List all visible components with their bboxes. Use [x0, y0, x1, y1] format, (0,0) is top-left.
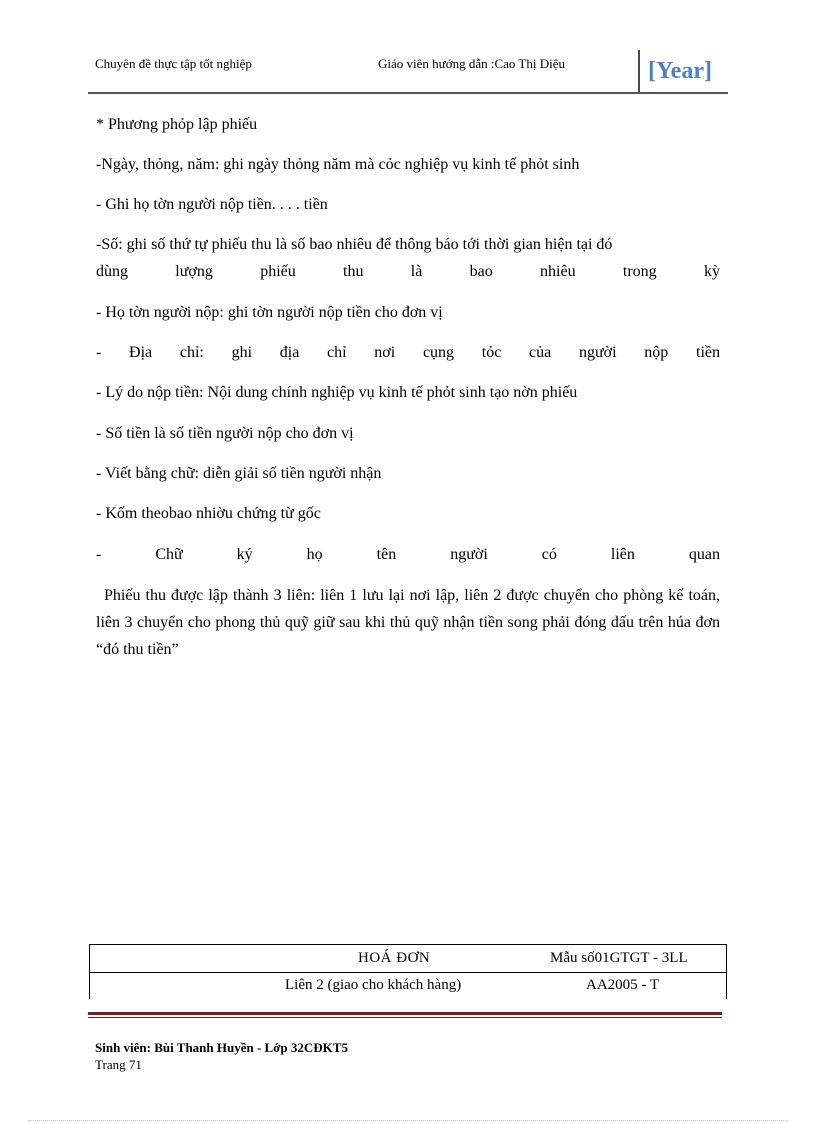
body-line-8: - Lý do nộp tiền: Nội dung chính nghiệp vụ kinh tế phỏt sinh tạo nờn phiếu [96, 384, 578, 401]
invoice-box [89, 944, 727, 999]
body-line-2: -Ngày, thỏng, năm: ghi ngày thỏng năm mà cỏc nghiệp vụ kinh tế phỏt sinh [96, 156, 580, 173]
body-paragraph: Phiếu thu được lập thành 3 liên: liên 1 lưu lại nơi lập, liên 2 được chuyển cho phòng kế toán, liên 3 chuyển cho phong thủ quỹ giữ sau khi thủ quỹ nhận tiền song phải đóng dấu trên húa đơn “đó thu tiền” [96, 587, 720, 658]
invoice-title: HOÁ ĐƠN [358, 950, 431, 966]
page-bottom-border [28, 1120, 788, 1121]
header-rule [88, 92, 728, 94]
footer-rule-thin [88, 1017, 722, 1018]
body-line-9: - Số tiền là số tiền người nộp cho đơn vị [96, 425, 354, 442]
invoice-serial: AA2005 - T [586, 977, 660, 993]
body-line-7: - Địa chỉ: ghi địa chỉ nơi cụng tỏc của người nộp tiền [96, 344, 720, 361]
body-line-4: -Số: ghi số thứ tự phiếu thu là số bao nhiêu để thông báo tới thời gian hiện tại đó [96, 236, 613, 253]
footer-page-number: Trang 71 [95, 1057, 142, 1072]
body-line-11: - Kốm theobao nhiờu chứng từ gốc [96, 505, 321, 522]
invoice-copy: Liên 2 (giao cho khách hàng) [285, 977, 462, 993]
footer-rule-thick [88, 1012, 722, 1015]
invoice-form-number: Mẫu số01GTGT - 3LL [550, 950, 688, 966]
header-year: [Year] [638, 50, 712, 92]
header-thesis-title: Chuyên đề thực tập tốt nghiệp [95, 56, 252, 71]
invoice-divider [90, 972, 726, 973]
body-line-12: - Chữ ký họ tên người có liên quan [96, 546, 720, 563]
body-line-10: - Viết bằng chữ: diễn giải số tiền người nhận [96, 465, 382, 482]
body-line-6: - Họ tờn người nộp: ghi tờn người nộp tiền cho đơn vị [96, 304, 443, 321]
header-supervisor: Giáo viên hướng dẫn :Cao Thị Diệu [378, 56, 565, 71]
footer-student: Sinh viên: Bùi Thanh Huyền - Lớp 32CĐKT5 [95, 1040, 348, 1055]
body-line-1: * Phương phỏp lập phiếu [96, 116, 258, 133]
body-line-5: dùng lượng phiếu thu là bao nhiêu trong kỳ [96, 263, 720, 280]
body-line-3: - Ghi họ tờn người nộp tiền. . . . tiền [96, 196, 328, 213]
